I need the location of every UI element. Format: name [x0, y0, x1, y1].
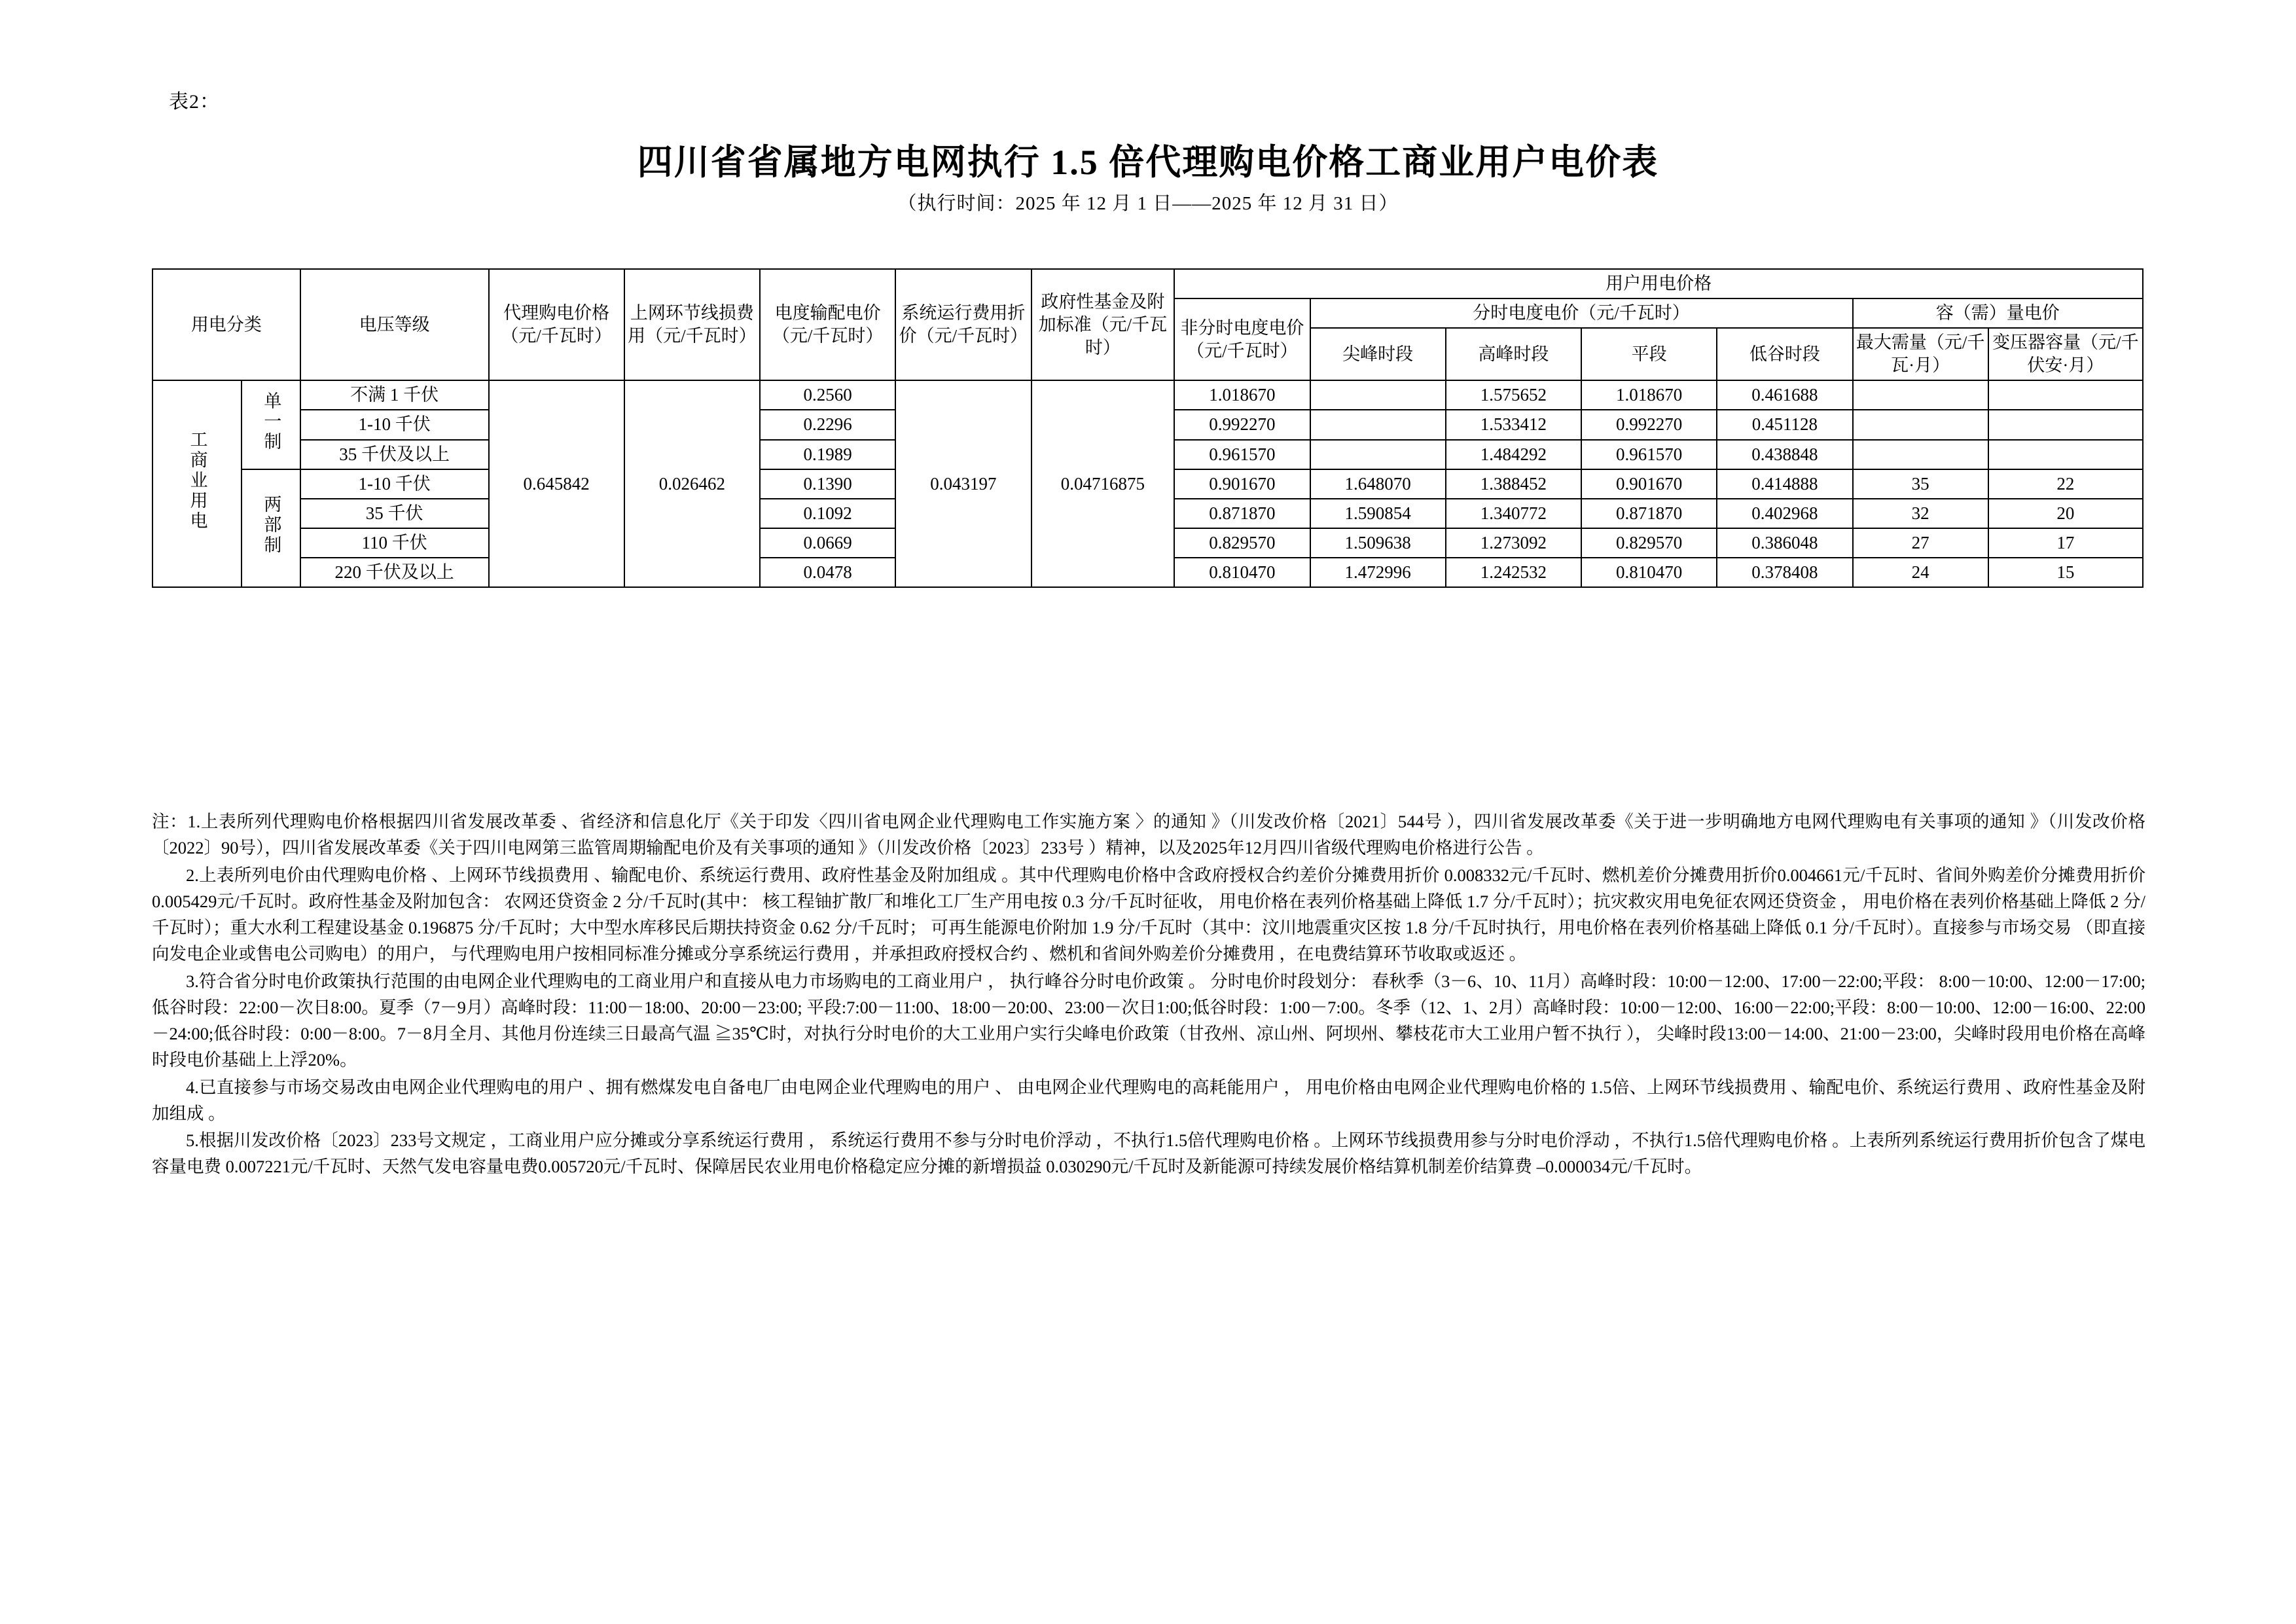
page-subtitle: （执行时间：2025 年 12 月 1 日——2025 年 12 月 31 日） — [897, 193, 1399, 214]
cell-tou-flat: 0.961570 — [1581, 440, 1717, 469]
th-line-loss: 上网环节线损费用（元/千瓦时） — [624, 269, 760, 380]
cell-tou-flat: 0.901670 — [1581, 469, 1717, 499]
cell-voltage: 1-10 千伏 — [300, 410, 489, 439]
cell-tou-flat: 0.871870 — [1581, 499, 1717, 528]
cell-voltage: 110 千伏 — [300, 528, 489, 558]
cell-agent-price: 0.645842 — [489, 380, 624, 587]
cell-tou-peak: 1.388452 — [1446, 469, 1581, 499]
cell-transmission: 0.2296 — [760, 410, 895, 439]
cell-flat-price: 1.018670 — [1174, 380, 1310, 410]
cell-max-demand: 35 — [1853, 469, 1988, 499]
table-header-row-1 — [152, 269, 2143, 298]
cell-voltage: 35 千伏 — [300, 499, 489, 528]
cell-category — [152, 380, 242, 587]
cell-flat-price: 0.901670 — [1174, 469, 1310, 499]
cell-flat-price: 0.871870 — [1174, 499, 1310, 528]
cell-voltage: 220 千伏及以上 — [300, 558, 489, 587]
th-tou-valley: 低谷时段 — [1717, 328, 1852, 380]
th-transmission: 电度输配电价（元/千瓦时） — [760, 269, 895, 380]
th-voltage: 电压等级 — [300, 269, 489, 380]
page-title: 四川省省属地方电网执行 1.5 倍代理购电价格工商业用户电价表 — [637, 143, 1659, 182]
price-table — [152, 268, 2144, 588]
cell-voltage: 35 千伏及以上 — [300, 440, 489, 469]
cell-tou-peak: 1.242532 — [1446, 558, 1581, 587]
cell-tou-flat: 0.810470 — [1581, 558, 1717, 587]
cell-gov-fund: 0.04716875 — [1031, 380, 1175, 587]
cell-transmission: 0.1092 — [760, 499, 895, 528]
cell-tou-valley: 0.378408 — [1717, 558, 1852, 587]
cell-tou-peak-top — [1310, 410, 1446, 439]
th-transformer: 变压器容量（元/千伏安·月） — [1988, 328, 2143, 380]
cell-tou-valley: 0.414888 — [1717, 469, 1852, 499]
cell-tou-peak: 1.533412 — [1446, 410, 1581, 439]
cell-max-demand: 32 — [1853, 499, 1988, 528]
cell-transmission: 0.0669 — [760, 528, 895, 558]
cell-tou-flat: 0.992270 — [1581, 410, 1717, 439]
cell-tou-valley: 0.402968 — [1717, 499, 1852, 528]
cell-transformer: 22 — [1988, 469, 2143, 499]
cell-max-demand — [1853, 440, 1988, 469]
cell-tou-flat: 0.829570 — [1581, 528, 1717, 558]
group-single-label: 单一制 — [261, 391, 281, 452]
cell-max-demand — [1853, 380, 1988, 410]
cell-transformer — [1988, 380, 2143, 410]
cell-transformer: 20 — [1988, 499, 2143, 528]
cell-flat-price: 0.810470 — [1174, 558, 1310, 587]
cell-tou-flat: 1.018670 — [1581, 380, 1717, 410]
cell-transmission: 0.1390 — [760, 469, 895, 499]
cell-voltage: 不满 1 千伏 — [300, 380, 489, 410]
th-tou-peak: 高峰时段 — [1446, 328, 1581, 380]
note-item: 2.上表所列电价由代理购电价格 、上网环节线损费用 、输配电价、系统运行费用、政府性基金及附加组成 。其中代理购电价格中含政府授权合约差价分摊费用折价 0.008332元/千瓦时、燃机差价分摊费用折价0.004661元/千瓦时、省间外购差价分摊费用折价 0.005429元/千瓦时。政府性基金及附加包含： 农网还贷资金 2 分/千瓦时(其中： 核工程铀扩散厂和堆化工厂生产用电按 0.3 分/千瓦时征收， 用电价格在表列价格基础上降低 1.7 分/千瓦时）；抗灾救灾用电免征农网还贷资金 ， 用电价格在表列价格基础上降低 2 分/千瓦时）；重大水利工程建设基金 0.196875 分/千瓦时；大中型水库移民后期扶持资金 0.62 分/千瓦时； 可再生能源电价附加 1.9 分/千瓦时（其中：汶川地震重灾区按 1.8 分/千瓦时执行，用电价格在表列价格基础上降低 0.1 分/千瓦时）。直接参与市场交易 （即直接向发电企业或售电公司购电）的用户， 与代理购电用户按相同标准分摊或分享系统运行费用 ，并承担政府授权合约 、燃机和省间外购差价分摊费用 ，在电费结算环节收取或返还 。 — [152, 865, 2145, 964]
th-category: 用电分类 — [152, 269, 300, 380]
note-item: 4.已直接参与市场交易改由电网企业代理购电的用户 、拥有燃煤发电自备电厂由电网企业代理购电的用户 、 由电网企业代理购电的高耗能用户 ， 用电价格由电网企业代理购电价格的 1.5倍、上网环节线损费用 、输配电价、系统运行费用 、政府性基金及附加组成 。 — [152, 1077, 2145, 1123]
th-tou-price: 分时电度电价（元/千瓦时） — [1310, 298, 1853, 328]
cell-tou-peak: 1.575652 — [1446, 380, 1581, 410]
cell-transformer: 15 — [1988, 558, 2143, 587]
cell-tou-peak-top: 1.472996 — [1310, 558, 1446, 587]
cell-tou-valley: 0.461688 — [1717, 380, 1852, 410]
cell-tou-peak-top — [1310, 440, 1446, 469]
cell-group-single — [242, 380, 300, 469]
cell-tou-valley: 0.438848 — [1717, 440, 1852, 469]
cell-max-demand: 27 — [1853, 528, 1988, 558]
cell-transmission: 0.0478 — [760, 558, 895, 587]
cell-transformer — [1988, 410, 2143, 439]
cell-transmission: 0.1989 — [760, 440, 895, 469]
table-row — [152, 380, 2143, 410]
note-item: 3.符合省分时电价政策执行范围的由电网企业代理购电的工商业用户和直接从电力市场购电的工商业用户 ， 执行峰谷分时电价政策 。 分时电价时段划分： 春秋季（3－6、10、11月）高峰时段：10:00－12:00、17:00－22:00;平段： 8:00－10:00、12:00－17:00;低谷时段：22:00－次日8:00。夏季（7－9月）高峰时段：11:00－18:00、20:00－23:00; 平段:7:00－11:00、18:00－20:00、23:00－次日1:00;低谷时段：1:00－7:00。冬季（12、1、2月）高峰时段：10:00－12:00、16:00－22:00;平段：8:00－10:00、12:00－16:00、22:00－24:00;低谷时段：0:00－8:00。7－8月全月、其他月份连续三日最高气温 ≧35℃时，对执行分时电价的大工业用户实行尖峰电价政策（甘孜州、凉山州、阿坝州、攀枝花市大工业用户暂不执行 ）， 尖峰时段13:00－14:00、21:00－23:00，尖峰时段用电价格在高峰时段电价基础上上浮20%。 — [152, 971, 2145, 1070]
cell-tou-peak-top — [1310, 380, 1446, 410]
cell-group-two — [242, 469, 300, 587]
group-two-label: 两部制 — [261, 494, 281, 556]
cell-tou-valley: 0.451128 — [1717, 410, 1852, 439]
note-item: 注：1.上表所列代理购电价格根据四川省发展改革委 、省经济和信息化厅《关于印发〈四川省电网企业代理购电工作实施方案 〉的通知 》（川发改价格〔2021〕544号 ），四川省发展改革委《关于进一步明确地方电网代理购电有关事项的通知 》（川发改价格〔2022〕90号），四川省发展改革委《关于四川电网第三监管周期输配电价及有关事项的通知 》（川发改价格〔2023〕233号 ）精神，以及2025年12月四川省级代理购电价格进行公告 。 — [152, 812, 2145, 858]
cell-tou-peak: 1.273092 — [1446, 528, 1581, 558]
cell-tou-peak-top: 1.590854 — [1310, 499, 1446, 528]
cell-tou-peak-top: 1.648070 — [1310, 469, 1446, 499]
cell-line-loss: 0.026462 — [624, 380, 760, 587]
cell-voltage: 1-10 千伏 — [300, 469, 489, 499]
note-item: 5.根据川发改价格〔2023〕233号文规定 ，工商业用户应分摊或分享系统运行费用 ， 系统运行费用不参与分时电价浮动 ，不执行1.5倍代理购电价格 。上网环节线损费用参与分时电价浮动 ，不执行1.5倍代理购电价格 。上表所列系统运行费用折价包含了煤电容量电费 0.007221元/千瓦时、天然气发电容量电费0.005720元/千瓦时、保障居民农业用电价格稳定应分摊的新增损益 0.030290元/千瓦时及新能源可持续发展价格结算机制差价结算费 –0.000034元/千瓦时。 — [152, 1130, 2145, 1177]
cell-flat-price: 0.992270 — [1174, 410, 1310, 439]
th-user-price: 用户用电价格 — [1174, 269, 2143, 298]
th-tou-peak-top: 尖峰时段 — [1310, 328, 1446, 380]
th-tou-flat: 平段 — [1581, 328, 1717, 380]
th-flat-price: 非分时电度电价（元/千瓦时） — [1174, 298, 1310, 380]
cell-flat-price: 0.961570 — [1174, 440, 1310, 469]
cell-max-demand — [1853, 410, 1988, 439]
cell-flat-price: 0.829570 — [1174, 528, 1310, 558]
cell-system-op: 0.043197 — [895, 380, 1031, 587]
cell-transformer — [1988, 440, 2143, 469]
cell-tou-peak: 1.484292 — [1446, 440, 1581, 469]
th-max-demand: 最大需量（元/千瓦·月） — [1853, 328, 1988, 380]
table-tag: 表2： — [169, 91, 220, 113]
cell-transmission: 0.2560 — [760, 380, 895, 410]
th-capacity: 容（需）量电价 — [1853, 298, 2143, 328]
notes-section — [152, 808, 2145, 1181]
th-system-op: 系统运行费用折价（元/千瓦时） — [895, 269, 1031, 380]
cell-max-demand: 24 — [1853, 558, 1988, 587]
th-gov-fund: 政府性基金及附加标准（元/千瓦时） — [1031, 269, 1175, 380]
cell-tou-valley: 0.386048 — [1717, 528, 1852, 558]
cell-transformer: 17 — [1988, 528, 2143, 558]
cell-tou-peak-top: 1.509638 — [1310, 528, 1446, 558]
category-label: 工商业用电 — [187, 430, 207, 532]
cell-tou-peak: 1.340772 — [1446, 499, 1581, 528]
th-agent-price: 代理购电价格（元/千瓦时） — [489, 269, 624, 380]
